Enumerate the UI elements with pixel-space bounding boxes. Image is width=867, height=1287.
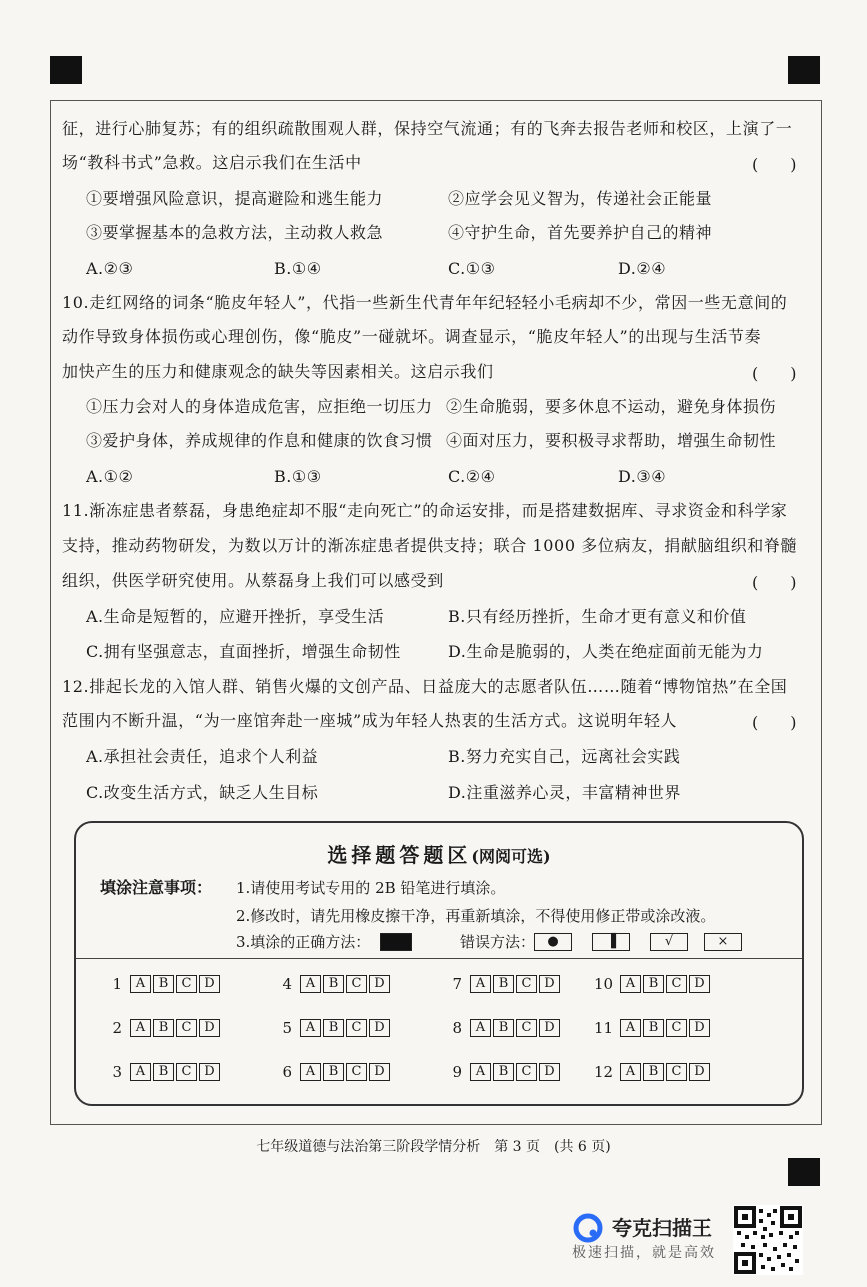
answer-row-number: 9 [452,1063,462,1081]
q11-choice-c: C.拥有坚强意志，直面挫折，增强生命韧性 [86,642,401,661]
wrong-mark-cross: × [704,933,742,951]
registration-mark-top-left [50,56,82,84]
answer-area-subtitle: (网阅可选) [471,847,551,866]
q12-answer-paren: ( ) [752,713,797,732]
answer-bubble-c[interactable]: C [176,1063,197,1081]
answer-bubble-b[interactable]: B [493,1063,514,1081]
scanner-brand-name: 夸克扫描王 [612,1216,712,1240]
wrong-mark-check: √ [650,933,688,951]
answer-bubble-d[interactable]: D [689,1063,710,1081]
answer-bubble-b[interactable]: B [493,1019,514,1037]
answer-bubble-b[interactable]: B [153,975,174,993]
fill-note-2: 2.修改时，请先用橡皮擦干净，再重新填涂，不得使用修正带或涂改液。 [236,907,716,925]
q11-choice-b: B.只有经历挫折，生命才更有意义和价值 [448,607,747,626]
answer-row-number: 7 [452,975,462,993]
fill-note-1: 1.请使用考试专用的 2B 铅笔进行填涂。 [236,879,506,897]
answer-bubble-a[interactable]: A [470,975,491,993]
answer-row-number: 1 [112,975,122,993]
answer-bubble-c[interactable]: C [176,1019,197,1037]
registration-mark-bottom-right [788,1158,820,1186]
q12-choice-c: C.改变生活方式，缺乏人生目标 [86,783,319,802]
q10-line-2: 动作导致身体损伤或心理创伤，像“脆皮”一碰就坏。调查显示，“脆皮年轻人”的出现与生活节奏 [62,327,762,346]
scanner-brand-tagline: 极速扫描，就是高效 [572,1245,716,1261]
q10-choice-b: B.①③ [274,467,322,486]
q9-statement-3: ③要掌握基本的急救方法，主动救人救急 [86,223,384,242]
q9-statement-4: ④守护生命，首先要养护自己的精神 [448,223,713,242]
wrong-method-label: 错误方法： [460,933,536,951]
answer-bubble-d[interactable]: D [369,1063,390,1081]
answer-row-number: 5 [282,1019,292,1037]
q9-choice-a: A.②③ [86,259,134,278]
answer-bubble-d[interactable]: D [689,975,710,993]
answer-bubble-d[interactable]: D [199,1063,220,1081]
q11-line-2: 支持，推动药物研发，为数以万计的渐冻症患者提供支持；联合 1000 多位病友，捐献脑组织和脊髓 [62,536,798,555]
answer-row [104,1063,222,1081]
q10-choice-d: D.③④ [618,467,667,486]
q12-line-2: 范围内不断升温，“为一座馆奔赴一座城”成为年轻人热衷的生活方式。这说明年轻人 [62,711,678,730]
q10-line-1: 10.走红网络的词条“脆皮年轻人”，代指一些新生代青年年纪轻轻小毛病却不少，常因一些无意间的 [62,293,788,312]
answer-bubble-c[interactable]: C [666,975,687,993]
answer-bubble-d[interactable]: D [689,1019,710,1037]
answer-row [104,975,222,993]
answer-row [104,1019,222,1037]
answer-bubble-c[interactable]: C [666,1019,687,1037]
answer-bubble-b[interactable]: B [323,1063,344,1081]
q12-choice-b: B.努力充实自己，远离社会实践 [448,747,681,766]
q9-choice-b: B.①④ [274,259,322,278]
answer-row [594,1019,712,1037]
answer-row [274,1019,392,1037]
answer-row-number: 8 [452,1019,462,1037]
q11-answer-paren: ( ) [752,573,797,592]
answer-bubble-d[interactable]: D [539,975,560,993]
answer-bubble-a[interactable]: A [470,1019,491,1037]
answer-bubble-a[interactable]: A [130,1063,151,1081]
answer-bubble-d[interactable]: D [539,1019,560,1037]
wrong-mark-dot: ● [534,933,572,951]
q10-statement-4: ④面对压力，要积极寻求帮助，增强生命韧性 [446,431,777,450]
q12-choice-d: D.注重滋养心灵，丰富精神世界 [448,783,681,802]
qr-code-icon [733,1205,803,1275]
answer-bubble-b[interactable]: B [643,1019,664,1037]
answer-row-number: 3 [112,1063,122,1081]
answer-row-number: 6 [282,1063,292,1081]
answer-bubble-b[interactable]: B [493,975,514,993]
answer-bubble-b[interactable]: B [153,1019,174,1037]
fill-note-3: 3.填涂的正确方法： [236,933,371,951]
answer-bubble-d[interactable]: D [369,975,390,993]
answer-bubble-c[interactable]: C [516,975,537,993]
answer-row-number: 12 [594,1063,614,1081]
q10-statement-2: ②生命脆弱，要多休息不运动，避免身体损伤 [446,397,777,416]
answer-bubble-b[interactable]: B [323,975,344,993]
scanner-logo-icon [572,1212,604,1244]
q9-answer-paren: ( ) [752,155,797,174]
q10-statement-1: ①压力会对人的身体造成危害，应拒绝一切压力 [86,397,433,416]
q9-choice-c: C.①③ [448,259,496,278]
answer-bubble-c[interactable]: C [516,1063,537,1081]
answer-row [274,1063,392,1081]
answer-bubble-b[interactable]: B [323,1019,344,1037]
q12-line-1: 12.排起长龙的入馆人群、销售火爆的文创产品、日益庞大的志愿者队伍……随着“博物馆热”在全国 [62,677,788,696]
answer-bubble-a[interactable]: A [130,975,151,993]
page-footer: 七年级道德与法治第三阶段学情分析 第 3 页 (共 6 页) [256,1139,611,1155]
q9-statement-1: ①要增强风险意识，提高避险和逃生能力 [86,189,384,208]
answer-bubble-d[interactable]: D [199,975,220,993]
answer-bubble-c[interactable]: C [346,1019,367,1037]
answer-row-number: 10 [594,975,614,993]
q10-statement-3: ③爱护身体，养成规律的作息和健康的饮食习惯 [86,431,433,450]
wrong-mark-partial: ▐ [592,933,630,951]
q12-choice-a: A.承担社会责任，追求个人利益 [86,747,319,766]
q10-answer-paren: ( ) [752,364,797,383]
answer-row [444,1063,562,1081]
answer-bubble-a[interactable]: A [620,1019,641,1037]
q9-statement-2: ②应学会见义智为，传递社会正能量 [448,189,713,208]
answer-bubble-c[interactable]: C [516,1019,537,1037]
q11-line-1: 11.渐冻症患者蔡磊，身患绝症却不服“走向死亡”的命运安排，而是搭建数据库、寻求资金和科学家 [62,501,788,520]
q9-choice-d: D.②④ [618,259,667,278]
answer-row [444,1019,562,1037]
answer-area-title [76,839,802,868]
q11-choice-d: D.生命是脆弱的，人类在绝症面前无能为力 [448,642,764,661]
answer-bubble-d[interactable]: D [199,1019,220,1037]
answer-area-divider [76,958,802,959]
q10-choice-c: C.②④ [448,467,496,486]
answer-bubble-c[interactable]: C [346,1063,367,1081]
answer-row [444,975,562,993]
correct-fill-sample [380,933,412,951]
answer-row [274,975,392,993]
answer-bubble-d[interactable]: D [539,1063,560,1081]
answer-row-number: 4 [282,975,292,993]
answer-row-number: 11 [594,1019,614,1037]
answer-bubble-a[interactable]: A [300,1063,321,1081]
answer-bubble-a[interactable]: A [300,975,321,993]
answer-bubble-a[interactable]: A [300,1019,321,1037]
answer-bubble-a[interactable]: A [470,1063,491,1081]
q10-choice-a: A.①② [86,467,134,486]
answer-row [594,1063,712,1081]
q11-line-3: 组织，供医学研究使用。从蔡磊身上我们可以感受到 [62,571,444,590]
q11-choice-a: A.生命是短暂的，应避开挫折，享受生活 [86,607,385,626]
answer-sheet-area [74,821,804,1106]
answer-row [594,975,712,993]
answer-bubble-c[interactable]: C [176,975,197,993]
answer-bubble-a[interactable]: A [130,1019,151,1037]
answer-area-title-text: 选择题答题区 [327,843,472,867]
q10-line-3: 加快产生的压力和健康观念的缺失等因素相关。这启示我们 [62,362,494,381]
answer-bubble-b[interactable]: B [153,1063,174,1081]
q9-line-1: 征，进行心肺复苏；有的组织疏散围观人群，保持空气流通；有的飞奔去报告老师和校区，上演了一 [62,119,793,138]
answer-bubble-c[interactable]: C [346,975,367,993]
answer-bubble-b[interactable]: B [643,1063,664,1081]
answer-bubble-b[interactable]: B [643,975,664,993]
answer-bubble-a[interactable]: A [620,1063,641,1081]
q9-line-2: 场“教科书式”急救。这启示我们在生活中 [62,153,362,172]
answer-bubble-a[interactable]: A [620,975,641,993]
answer-row-number: 2 [112,1019,122,1037]
answer-bubble-d[interactable]: D [369,1019,390,1037]
registration-mark-top-right [788,56,820,84]
answer-bubble-c[interactable]: C [666,1063,687,1081]
fill-notes-heading: 填涂注意事项： [100,878,213,897]
